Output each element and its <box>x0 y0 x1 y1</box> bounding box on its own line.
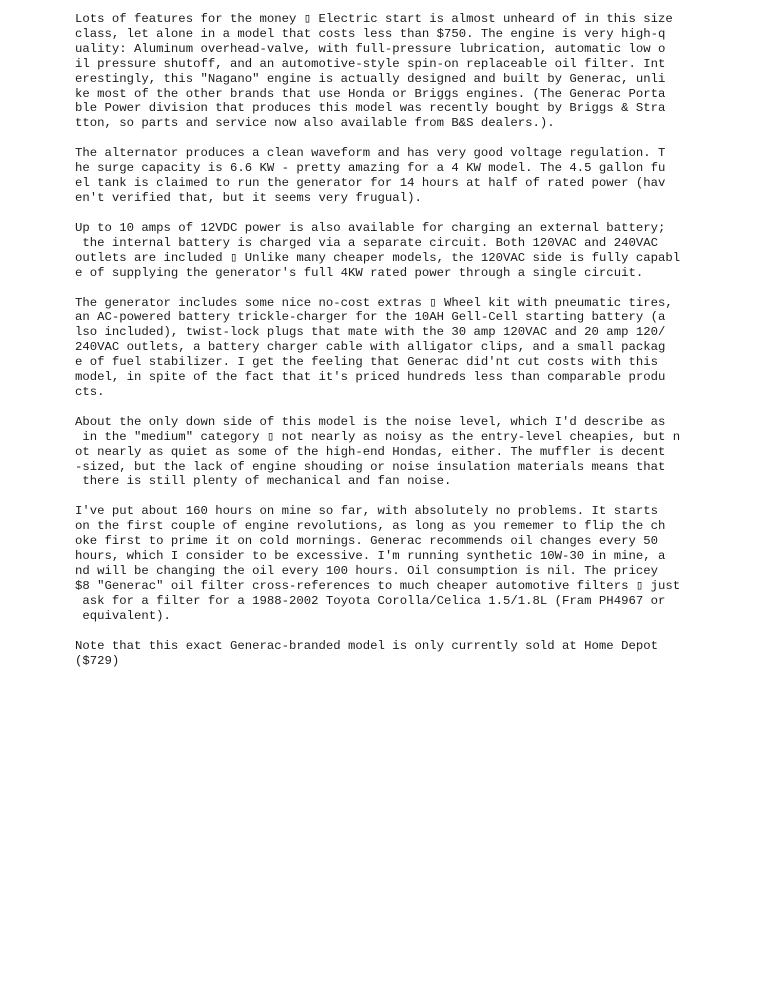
text-line: Lots of features for the money ▯ Electric start is almost unheard of in this size <box>75 12 673 26</box>
text-line: tton, so parts and service now also available from B&S dealers.). <box>75 116 555 131</box>
text-line: erestingly, this "Nagano" engine is actually designed and built by Generac, unli <box>75 71 666 86</box>
text-line: in the "medium" category ▯ not nearly as noisy as the entry-level cheapies, but n <box>75 429 681 444</box>
text-line: ot nearly as quiet as some of the high-end Hondas, either. The muffler is decent <box>75 444 666 459</box>
text-line: Up to 10 amps of 12VDC power is also available for charging an external battery; <box>75 220 666 235</box>
text-line: on the first couple of engine revolutions, as long as you rememer to flip the ch <box>75 519 666 534</box>
paragraph-alternator <box>75 146 695 206</box>
text-line: The alternator produces a clean waveform and has very good voltage regulation. T <box>75 146 666 161</box>
text-line: he surge capacity is 6.6 KW - pretty amazing for a 4 KW model. The 4.5 gallon fu <box>75 161 666 176</box>
text-line: equivalent). <box>75 608 171 623</box>
text-line: lso included), twist-lock plugs that mate with the 30 amp 120VAC and 20 amp 120/ <box>75 325 666 340</box>
text-line: there is still plenty of mechanical and fan noise. <box>75 474 452 489</box>
text-line: oke first to prime it on cold mornings. Generac recommends oil changes every 50 <box>75 534 658 549</box>
text-line: e of fuel stabilizer. I get the feeling that Generac did'nt cut costs with this <box>75 355 658 370</box>
document-body <box>75 12 695 683</box>
text-line: el tank is claimed to run the generator for 14 hours at half of rated power (hav <box>75 176 666 191</box>
text-line: The generator includes some nice no-cost extras ▯ Wheel kit with pneumatic tires, <box>75 295 673 310</box>
paragraph-noise <box>75 415 695 490</box>
text-line: en't verified that, but it seems very frugual). <box>75 190 422 205</box>
text-line: e of supplying the generator's full 4KW rated power through a single circuit. <box>75 265 644 280</box>
text-line: ble Power division that produces this model was recently bought by Briggs & Stra <box>75 101 666 116</box>
text-line: 240VAC outlets, a battery charger cable with alligator clips, and a small packag <box>75 340 666 355</box>
paragraph-dc-power <box>75 221 695 281</box>
text-line: nd will be changing the oil every 100 hours. Oil consumption is nil. The pricey <box>75 564 658 578</box>
text-line: outlets are included ▯ Unlike many cheaper models, the 120VAC side is fully capabl <box>75 250 681 265</box>
text-line: About the only down side of this model is the noise level, which I'd describe as <box>75 414 666 429</box>
paragraph-experience <box>75 504 695 623</box>
paragraph-availability <box>75 639 695 669</box>
paragraph-features <box>75 12 695 131</box>
text-line: -sized, but the lack of engine shouding or noise insulation materials means that <box>75 459 666 474</box>
text-line: ask for a filter for a 1988-2002 Toyota Corolla/Celica 1.5/1.8L (Fram PH4967 or <box>75 593 666 608</box>
text-line: ($729) <box>75 653 120 668</box>
paragraph-extras <box>75 296 695 400</box>
text-line: class, let alone in a model that costs less than $750. The engine is very high-q <box>75 26 666 41</box>
text-line: il pressure shutoff, and an automotive-style spin-on replaceable oil filter. Int <box>75 56 666 71</box>
text-line: cts. <box>75 384 105 399</box>
text-line: Note that this exact Generac-branded model is only currently sold at Home Depot <box>75 638 658 653</box>
text-line: model, in spite of the fact that it's priced hundreds less than comparable produ <box>75 370 666 385</box>
text-line: $8 "Generac" oil filter cross-references to much cheaper automotive filters ▯ just <box>75 578 681 593</box>
text-line: hours, which I consider to be excessive. I'm running synthetic 10W-30 in mine, a <box>75 549 666 564</box>
text-line: I've put about 160 hours on mine so far, with absolutely no problems. It starts <box>75 504 658 519</box>
text-line: an AC-powered battery trickle-charger for the 10AH Gell-Cell starting battery (a <box>75 310 666 325</box>
text-line: ke most of the other brands that use Honda or Briggs engines. (The Generac Porta <box>75 86 666 101</box>
text-line: the internal battery is charged via a separate circuit. Both 120VAC and 240VAC <box>75 235 658 250</box>
text-line: uality: Aluminum overhead-valve, with full-pressure lubrication, automatic low o <box>75 41 666 56</box>
